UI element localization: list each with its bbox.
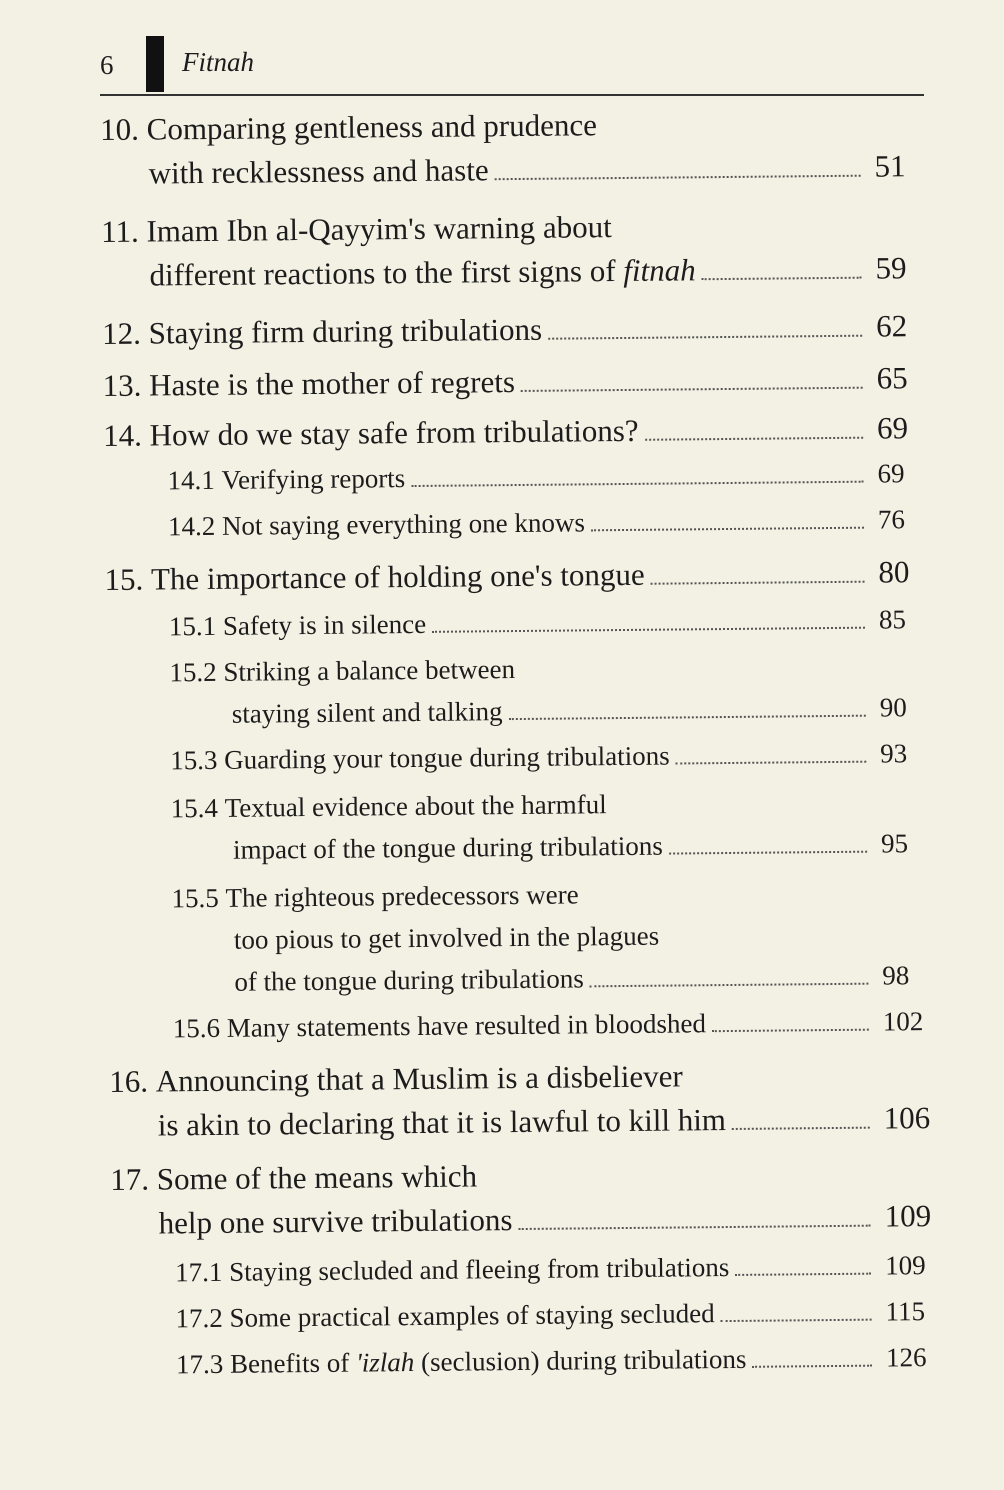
- toc-number: 15.1: [168, 610, 224, 642]
- toc-number: 11.: [100, 213, 147, 249]
- toc-entry: [101, 206, 932, 302]
- dot-leader: [548, 335, 862, 340]
- toc-page-number: 76: [877, 504, 906, 535]
- dot-leader: [521, 387, 863, 392]
- toc-page-number: 126: [885, 1342, 927, 1373]
- toc-page-number: 102: [882, 1006, 924, 1037]
- toc-page-number: 109: [884, 1198, 932, 1234]
- toc-number: 15.3: [170, 744, 225, 776]
- toc-title: Many statements have resulted in bloodshed: [226, 1008, 707, 1043]
- toc-title: How do we stay safe from tribulations?: [149, 412, 639, 453]
- toc-title: Striking a balance between: [223, 654, 516, 687]
- table-of-contents: [100, 104, 942, 1392]
- dot-leader: [669, 851, 867, 855]
- toc-title: Comparing gentleness and prudence: [146, 107, 598, 147]
- toc-title: is akin to declaring that it is lawful to kill him: [157, 1102, 727, 1143]
- toc-title: Staying firm during tribulations: [148, 311, 543, 351]
- toc-entry: [109, 1056, 940, 1152]
- dot-leader: [509, 715, 866, 720]
- toc-entry: [112, 1342, 942, 1392]
- toc-page-number: 98: [882, 960, 910, 991]
- toc-title: with recklessness and haste: [148, 152, 489, 191]
- toc-number: 17.: [110, 1161, 157, 1197]
- toc-entry: [105, 650, 936, 742]
- dot-leader: [702, 277, 862, 281]
- toc-page-number: 90: [879, 692, 907, 723]
- toc-entry: [105, 604, 935, 654]
- running-title: Fitnah: [182, 47, 254, 77]
- toc-page-number: 93: [880, 738, 908, 769]
- dot-leader: [519, 1225, 871, 1230]
- toc-page-number: 85: [878, 604, 907, 635]
- toc-number: 15.6: [172, 1012, 227, 1044]
- toc-title: Some practical examples of staying secluded: [229, 1298, 715, 1333]
- toc-entry: [107, 786, 938, 878]
- toc-number: 15.5: [171, 882, 226, 914]
- toc-number: 14.1: [167, 464, 222, 496]
- dot-leader: [432, 627, 865, 633]
- toc-page-number: 80: [878, 554, 910, 590]
- toc-number: 15.: [104, 561, 152, 597]
- page-number: 6: [100, 50, 114, 80]
- toc-number: 17.2: [175, 1302, 230, 1334]
- toc-number: 14.: [102, 417, 150, 453]
- toc-number: 17.3: [175, 1348, 231, 1380]
- toc-page-number: 69: [877, 458, 905, 489]
- toc-entry: [104, 554, 934, 606]
- dot-leader: [753, 1365, 873, 1368]
- dot-leader: [712, 1029, 869, 1033]
- toc-entry: [111, 1296, 941, 1346]
- dot-leader: [732, 1127, 870, 1130]
- toc-entry: [106, 738, 936, 788]
- dot-leader: [590, 983, 869, 988]
- toc-number: 15.2: [169, 656, 224, 688]
- toc-title: impact of the tongue during tribulations: [232, 830, 663, 865]
- toc-title: Guarding your tongue during tribulations: [224, 740, 670, 775]
- toc-entry: [111, 1250, 941, 1300]
- toc-title: Staying secluded and fleeing from tribulations: [228, 1252, 730, 1287]
- toc-page-number: 51: [874, 148, 906, 184]
- dot-leader: [645, 437, 864, 441]
- header-bar-mark: [146, 36, 164, 92]
- toc-title: The righteous predecessors were: [225, 879, 579, 913]
- toc-number: 13.: [102, 367, 150, 403]
- toc-title: of the tongue during tribulations: [234, 963, 584, 997]
- toc-entry: [110, 1154, 941, 1250]
- toc-title: different reactions to the first signs of fitnah: [149, 252, 696, 293]
- toc-title: Not saying everything one knows: [221, 507, 586, 541]
- toc-number: 16.: [109, 1063, 156, 1099]
- toc-page-number: 65: [876, 360, 908, 396]
- toc-title: help one survive tribulations: [158, 1202, 513, 1241]
- toc-page-number: 62: [875, 308, 908, 344]
- toc-title: The importance of holding one's tongue: [150, 556, 645, 597]
- toc-title: Announcing that a Muslim is a disbeliever: [155, 1058, 683, 1099]
- toc-number: 14.2: [167, 510, 223, 542]
- toc-page-number: 106: [883, 1100, 931, 1136]
- toc-number: 12.: [101, 315, 149, 351]
- toc-entry: [104, 504, 934, 554]
- dot-leader: [495, 175, 861, 181]
- toc-entry: [109, 1006, 939, 1056]
- toc-page-number: 59: [875, 250, 907, 286]
- dot-leader: [651, 581, 865, 585]
- toc-entry: [107, 876, 938, 1010]
- toc-title: Safety is in silence: [222, 608, 427, 641]
- toc-title: Some of the means which: [156, 1158, 478, 1197]
- toc-title: Verifying reports: [221, 463, 406, 495]
- toc-number: 10.: [100, 111, 147, 147]
- toc-entry: [100, 104, 931, 200]
- toc-title: Imam Ibn al-Qayyim's warning about: [146, 209, 612, 249]
- toc-title: Haste is the mother of regrets: [148, 364, 516, 403]
- toc-entry: [103, 410, 933, 462]
- toc-title: staying silent and talking: [231, 696, 503, 729]
- dot-leader: [721, 1319, 872, 1322]
- toc-entry: [103, 458, 933, 508]
- toc-title: too pious to get involved in the plagues: [233, 920, 660, 955]
- dot-leader: [676, 761, 867, 765]
- toc-page-number: 115: [885, 1296, 926, 1327]
- toc-page-number: 95: [880, 828, 909, 859]
- toc-number: 17.1: [174, 1256, 230, 1288]
- toc-number: 15.4: [170, 792, 225, 824]
- dot-leader: [591, 527, 864, 532]
- dot-leader: [411, 481, 863, 487]
- toc-page-number: 69: [876, 410, 909, 446]
- toc-entry: [102, 360, 932, 412]
- running-header: [100, 44, 924, 96]
- toc-title: Textual evidence about the harmful: [224, 789, 607, 823]
- toc-title: Benefits of 'izlah (seclusion) during tribulations: [229, 1343, 747, 1379]
- dot-leader: [735, 1273, 871, 1276]
- toc-entry: [102, 308, 932, 360]
- toc-page-number: 109: [884, 1250, 926, 1281]
